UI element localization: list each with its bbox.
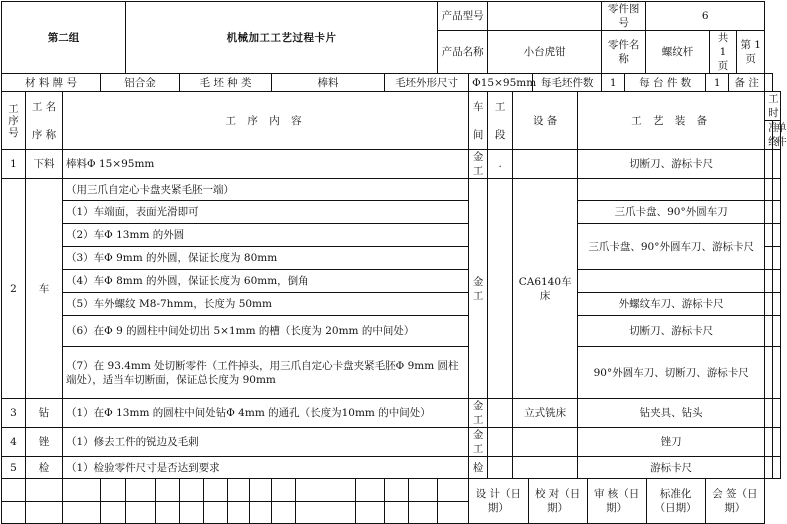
op-name: 下料: [26, 150, 63, 179]
op-name: 锉: [26, 428, 63, 457]
standard-signoff: 标准化（日期）: [646, 479, 705, 523]
op-tooling: 切断刀、游标卡尺: [578, 316, 765, 347]
page-info: [646, 31, 765, 74]
op-number: 2: [2, 179, 26, 399]
per-unit-value: 1: [706, 74, 729, 92]
part-number-value: 6: [646, 2, 765, 31]
op-row-1: [2, 150, 781, 179]
op-tooling: 外螺纹车刀、游标卡尺: [578, 293, 765, 316]
op-tooling: 钻夹具、钻头: [578, 399, 765, 428]
op-tooling: 锉刀: [578, 428, 765, 457]
content-header: 工 序 内 容: [63, 92, 469, 150]
op-tooling: 切断刀、游标卡尺: [578, 150, 765, 179]
product-model-value: [488, 2, 602, 31]
page-value: 1: [754, 39, 761, 51]
total-unit: 页: [717, 60, 729, 72]
op-name: 检: [26, 457, 63, 479]
op-number: 4: [2, 428, 26, 457]
process-card-table: [1, 1, 787, 524]
total-label: 共: [717, 32, 729, 44]
hours-unit-header: 单件: [773, 121, 781, 150]
op-workshop: 金工: [469, 150, 488, 179]
op-number-header: 工 序 号: [2, 92, 26, 150]
page-unit: 页: [745, 53, 756, 65]
op-workshop: 金工: [469, 399, 488, 428]
product-name-value: 小台虎钳: [488, 31, 602, 74]
material-value: 铝合金: [101, 74, 180, 92]
op-row-5: [2, 457, 781, 479]
hours-header: 工 时: [765, 92, 781, 121]
group-name: 第二组: [2, 2, 126, 74]
section-header: 工 段: [488, 92, 513, 150]
op-content: 棒料Φ 15×95mm: [63, 150, 469, 179]
hours-std-header: 准终: [765, 121, 773, 150]
op-name: 车: [26, 179, 63, 399]
blank-size-value: Φ15×95mm: [469, 74, 533, 92]
equipment-header: 设 备: [513, 92, 578, 150]
op-section: [488, 179, 513, 399]
remark-label: 备 注: [729, 74, 765, 92]
op-equipment: 立式铣床: [513, 399, 578, 428]
tooling-header: 工 艺 装 备: [578, 92, 765, 150]
op-row-4: [2, 428, 781, 457]
design-signoff: 设 计（日 期）: [469, 479, 528, 523]
op-equipment: CA6140车床: [513, 179, 578, 399]
op-step: （6）在Φ 9 的圆柱中间处切出 5×1mm 的槽（长度为 20mm 的中间处）: [63, 316, 469, 347]
op-row-2: [2, 179, 781, 201]
review-signoff: 校 对（日期）: [528, 479, 587, 523]
op-number: 3: [2, 399, 26, 428]
blank-type-label: 毛 坯 种 类: [180, 74, 272, 92]
audit-signoff: 审 核（日期）: [587, 479, 646, 523]
op-name-header: 工 名 序 称: [26, 92, 63, 150]
product-model-label: 产品型号: [438, 2, 488, 31]
op-row-3: [2, 399, 781, 428]
blank-type-value: 棒料: [272, 74, 385, 92]
material-label: 材 料 牌 号: [2, 74, 101, 92]
part-name-value: 螺纹杆: [646, 31, 709, 73]
op-number: 5: [2, 457, 26, 479]
op-step: （3）车Φ 9mm 的外圆，保证长度为 80mm: [63, 247, 469, 270]
per-unit-label: 每 台 件 数: [625, 74, 706, 92]
workshop-header: 车 间: [469, 92, 488, 150]
op-equipment: [513, 150, 578, 179]
page-label: 第: [740, 39, 751, 51]
op-step: （5）车外螺纹 M8-7hmm，长度为 50mm: [63, 293, 469, 316]
op-workshop: 金工: [469, 179, 488, 399]
op-step: （用三爪自定心卡盘夹紧毛胚一端）: [63, 179, 469, 201]
op-step: （1）车端面，表面光滑即可: [63, 201, 469, 224]
op-content: （1）修去工件的锐边及毛刺: [63, 428, 469, 457]
signoff-area: [469, 479, 765, 524]
op-step: （2）车Φ 13mm 的外圆: [63, 224, 469, 247]
countersign-signoff: 会 签（日期）: [712, 488, 758, 514]
op-number: 1: [2, 150, 26, 179]
per-blank-label: 每毛坯件数: [533, 74, 602, 92]
footer-row: [2, 479, 781, 502]
card-title: 机械加工工艺过程卡片: [126, 2, 438, 74]
op-content: （1）在Φ 13mm 的圆柱中间处钻Φ 4mm 的通孔（长度为10mm 的中间处）: [63, 399, 469, 428]
remark-value: [765, 74, 773, 92]
part-number-label: 零件图号: [602, 2, 646, 31]
op-tooling: 三爪卡盘、90°外圆车刀: [578, 201, 765, 224]
product-name-label: 产品名称: [438, 31, 488, 74]
op-tooling: 90°外圆车刀、切断刀、游标卡尺: [578, 347, 765, 399]
op-content: （1）检验零件尺寸是否达到要求: [63, 457, 469, 479]
op-section: .: [488, 150, 513, 179]
part-name-label: 零件名称: [602, 31, 646, 74]
op-workshop: 检: [469, 457, 488, 479]
op-tooling: 三爪卡盘、90°外圆车刀、游标卡尺: [578, 224, 765, 270]
op-tooling: 游标卡尺: [578, 457, 765, 479]
op-name: 钻: [26, 399, 63, 428]
op-workshop: 金工: [469, 428, 488, 457]
op-step: （4）车Φ 8mm 的外圆，保证长度为 60mm，倒角: [63, 270, 469, 293]
blank-size-label: 毛坯外形尺寸: [385, 74, 469, 92]
op-step: （7）在 93.4mm 处切断零件（工件掉头，用三爪自定心卡盘夹紧毛胚Φ 9mm 圆柱端处），适当车切断面，保证总长度为 90mm: [63, 347, 469, 399]
total-value: 1: [719, 46, 727, 58]
per-blank-value: 1: [602, 74, 625, 92]
